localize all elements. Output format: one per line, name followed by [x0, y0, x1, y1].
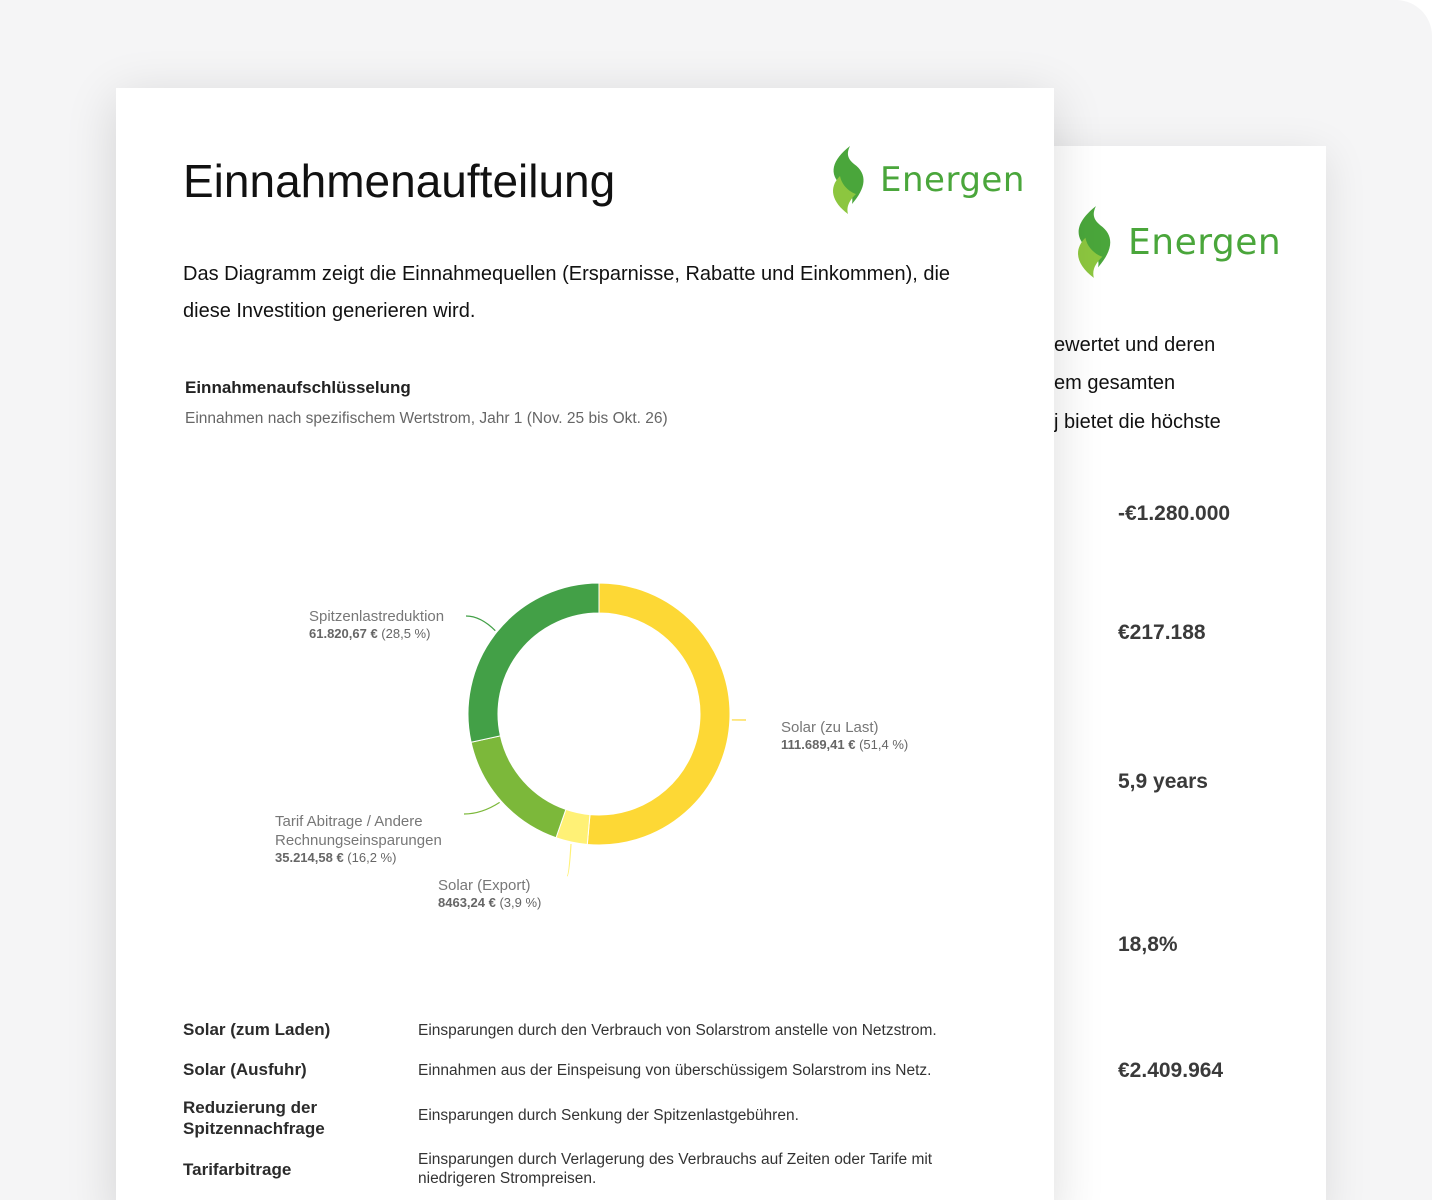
label-leader-line	[466, 616, 495, 631]
logo-wordmark: Energen	[880, 160, 1025, 200]
slice-label: Rechnungseinsparungen	[275, 832, 442, 849]
leaf-logo-icon	[1070, 204, 1124, 280]
page-title: Einnahmenaufteilung	[183, 155, 616, 207]
legend-description: Einsparungen durch Verlagerung des Verbrauchs auf Zeiten oder Tarife mit niedrigeren Strompreisen.	[418, 1151, 933, 1187]
energen-logo	[1070, 204, 1281, 280]
metric-value: €2.409.964	[1118, 1059, 1224, 1082]
legend-term: Reduzierung der Spitzennachfrage	[183, 1098, 325, 1138]
metric-value: €217.188	[1118, 621, 1206, 644]
slice-label: Spitzenlastreduktion	[309, 608, 445, 625]
back-text-line: j bietet die höchste	[1054, 411, 1221, 433]
slice-label: Solar (Export)	[438, 877, 531, 894]
slice-value-label: 61.820,67 € (28,5 %)	[309, 626, 431, 641]
label-leader-line	[464, 802, 500, 814]
donut-slice	[587, 583, 730, 845]
chart-title: Einnahmenaufschlüsselung	[185, 378, 411, 397]
metric-value: 5,9 years	[1118, 770, 1208, 793]
legend-term: Solar (zum Laden)	[183, 1020, 331, 1039]
front-report-page	[116, 88, 1054, 1200]
back-text-line: ewertet und deren	[1054, 334, 1216, 356]
legend-description: Einnahmen aus der Einspeisung von überschüssigem Solarstrom ins Netz.	[418, 1062, 932, 1079]
legend-description: Einsparungen durch Senkung der Spitzenlastgebühren.	[418, 1107, 799, 1124]
donut-chart	[116, 88, 1054, 988]
slice-value-label: 8463,24 € (3,9 %)	[438, 895, 542, 910]
legend-term: Tarifarbitrage	[183, 1160, 292, 1179]
logo-wordmark: Energen	[1128, 221, 1282, 263]
donut-slice	[468, 583, 599, 742]
slice-value-label: 111.689,41 € (51,4 %)	[781, 737, 909, 752]
chart-subtitle: Einnahmen nach spezifischem Wertstrom, Jahr 1 (Nov. 25 bis Okt. 26)	[185, 410, 668, 427]
donut-slice	[471, 736, 566, 838]
legend-description: Einsparungen durch den Verbrauch von Solarstrom anstelle von Netzstrom.	[418, 1022, 937, 1039]
back-text-line: em gesamten	[1054, 372, 1176, 394]
slice-label: Solar (zu Last)	[781, 719, 879, 736]
label-leader-line	[567, 844, 571, 876]
metric-value: -€1.280.000	[1118, 502, 1231, 525]
slice-value-label: 35.214,58 € (16,2 %)	[275, 850, 397, 865]
legend-term: Solar (Ausfuhr)	[183, 1060, 307, 1079]
intro-paragraph: Das Diagramm zeigt die Einnahmequellen (Ersparnisse, Rabatte und Einkommen), die diese Investition generieren wird.	[183, 263, 951, 322]
slice-label: Tarif Abitrage / Andere	[275, 813, 423, 830]
metric-value: 18,8%	[1118, 933, 1178, 956]
